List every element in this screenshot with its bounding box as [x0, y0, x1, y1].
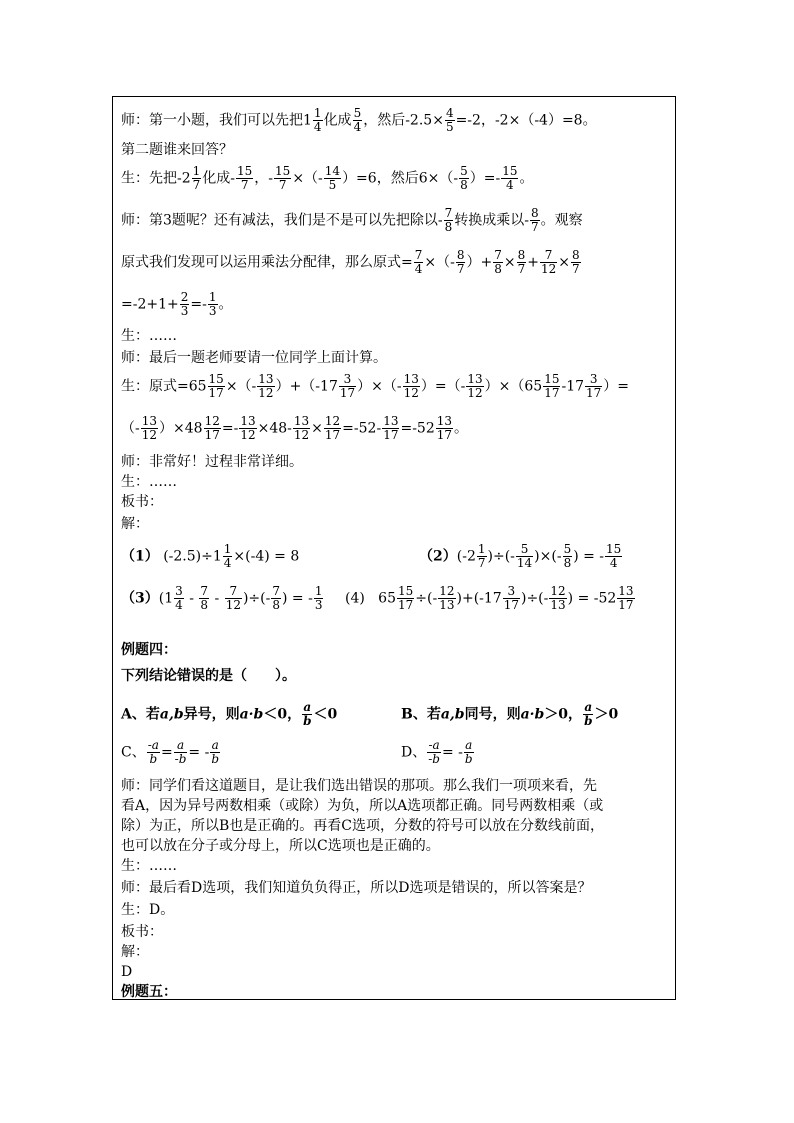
line-4: 师：第3题呢？还有减法，我们是不是可以先把除以- $\frac{7}{8}$ 转换成乘以- $\frac{8}{7}$ 。观察 [121, 206, 583, 234]
board-eq-2: （2）(-2 $\frac{1}{7}$ )÷(- $\frac{5}{14}$ )×(- $\frac{5}{8}$ ) = - $\frac{15}{4}$ [419, 542, 622, 570]
line-14: 解： [121, 516, 149, 532]
para-7: 生：D。 [121, 902, 175, 918]
para-10: D [121, 964, 133, 980]
line-8: 师：最后一题老师要请一位同学上面计算。 [121, 350, 387, 366]
line-3: 生：先把-2 $\frac{1}{7}$ 化成- $\frac{15}{7}$ ，- $\frac{15}{7}$ ×（- $\frac{14}{5}$ ）=6，然后6×（- $\frac{5}{8}$ ）=- $\frac{15}{4}$ 。 [121, 164, 534, 192]
para-3: 除）为正，所以B也是正确的。再看C选项，分数的符号可以放在分数线前面， [121, 818, 604, 834]
para-9: 解： [121, 944, 149, 960]
board-eq-4: (4) 65 $\frac{15}{17}$ ÷(- $\frac{12}{13}$ )+(-17 $\frac{3}{17}$ )÷(- $\frac{12}{13}$ ) = -52 $\frac{13}{17}$ [345, 584, 634, 612]
line-1-text: 师：第一小题，我们可以先把1 [121, 112, 312, 129]
option-c: C、 $\frac{-a}{b}$ = $\frac{a}{-b}$ = - $\frac{a}{b}$ [121, 738, 220, 766]
para-2: 看A，因为异号两数相乘（或除）为负，所以A选项都正确。同号两数相乘（或 [121, 798, 604, 814]
option-b: B、若a,b同号，则a·b＞0， $\frac{a}{b}$ ＞0 [401, 700, 619, 728]
example-5-heading: 例题五： [121, 984, 177, 1000]
line-6: =-2+1+ $\frac{2}{3}$ =- $\frac{1}{3}$ 。 [121, 290, 233, 318]
line-7: 生：…… [121, 328, 177, 344]
para-1: 师：同学们看这道题目，是让我们选出错误的那项。那么我们一项项来看，先 [121, 778, 597, 794]
line-13: 板书： [121, 494, 163, 510]
line-10: （- $\frac{13}{12}$ ）×48 $\frac{12}{17}$ =- $\frac{13}{12}$ ×48- $\frac{13}{12}$ × $\frac{12}{17}$ =-52- $\frac{13}{17}$ =-52 $\frac{13}{17}$ 。 [121, 414, 469, 442]
option-d: D、 $\frac{-a}{-b}$ = - $\frac{a}{b}$ [401, 738, 473, 766]
line-1: 师：第一小题，我们可以先把1 $\frac{1}{4}$ 化成 $\frac{5}{4}$ ，然后-2.5× $\frac{4}{5}$ =-2，-2×（-4）=8。 [121, 106, 597, 134]
content-frame [112, 96, 676, 1000]
line-2: 第二题谁来回答？ [121, 142, 233, 158]
example-4-heading: 例题四： [121, 642, 177, 658]
line-11: 师：非常好！过程非常详细。 [121, 454, 303, 470]
line-9: 生：原式=65 $\frac{15}{17}$ ×（- $\frac{13}{12}$ ）+（-17 $\frac{3}{17}$ ）×（- $\frac{13}{12}$ ）=（- $\frac{13}{12}$ ）×（65 $\frac{15}{17}$ -17 $\frac{3}{17}$ ）= [121, 372, 630, 400]
para-4: 也可以放在分子或分母上，所以C选项也是正确的。 [121, 838, 440, 854]
option-a: A、若a,b异号，则a·b＜0， $\frac{a}{b}$ ＜0 [121, 700, 338, 728]
question: 下列结论错误的是（ ）。 [121, 668, 296, 684]
line-12: 生：…… [121, 474, 177, 490]
para-8: 板书： [121, 924, 163, 940]
line-5: 原式我们发现可以运用乘法分配律，那么原式= $\frac{7}{4}$ ×（- $\frac{8}{7}$ ）+ $\frac{7}{8}$ × $\frac{8}{7}$ + $\frac{7}{12}$ × $\frac{8}{7}$ [121, 248, 580, 276]
para-5: 生：…… [121, 858, 177, 874]
board-eq-1: （1） (-2.5)÷1 $\frac{1}{4}$ ×(-4) = 8 [121, 542, 300, 570]
para-6: 师：最后看D选项，我们知道负负得正，所以D选项是错误的，所以答案是？ [121, 880, 592, 896]
board-eq-3: （3）(1 $\frac{3}{4}$ - $\frac{7}{8}$ - $\frac{7}{12}$ )÷(- $\frac{7}{8}$ ) = - $\frac{1}{3}$ [121, 584, 323, 612]
